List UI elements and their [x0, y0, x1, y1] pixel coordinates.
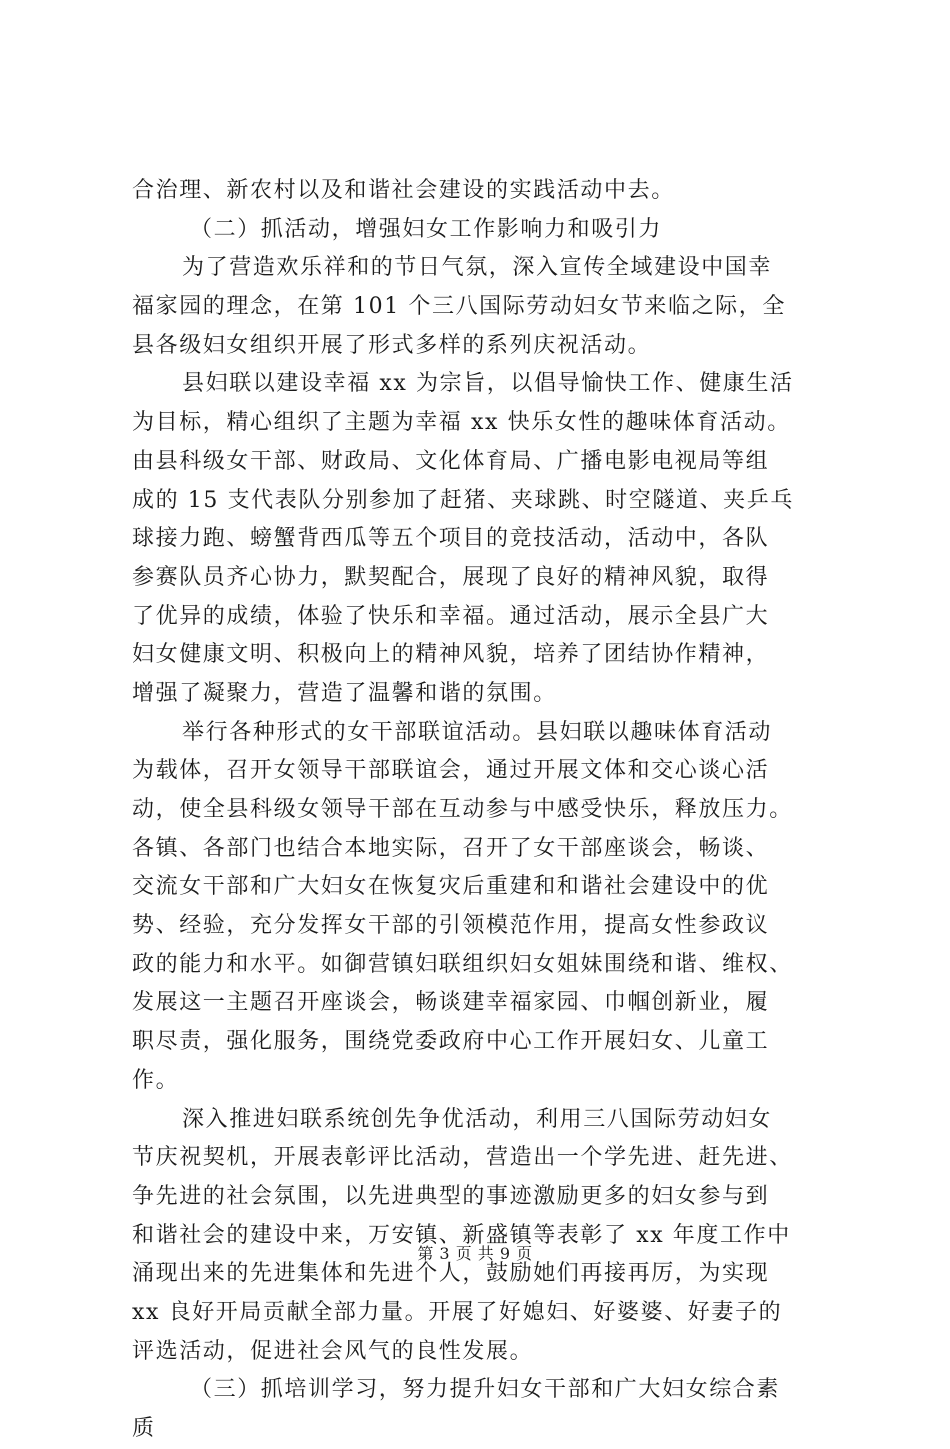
text-line: 评选活动，促进社会风气的良性发展。 — [132, 1338, 534, 1364]
text-line: xx 良好开局贡献全部力量。开展了好媳妇、好婆婆、好妻子的 — [132, 1299, 783, 1325]
text-line: 县妇联以建设幸福 xx 为宗旨，以倡导愉快工作、健康生活 — [182, 371, 794, 397]
text-line: 了优异的成绩，体验了快乐和幸福。通过活动，展示全县广大 — [132, 603, 770, 629]
text-line: 县各级妇女组织开展了形式多样的系列庆祝活动。 — [132, 332, 652, 358]
text-line: 为载体，召开女领导干部联谊会，通过开展文体和交心谈心活 — [132, 758, 770, 784]
text-line: 作。 — [132, 1067, 180, 1093]
text-line: 为了营造欢乐祥和的节日气氛，深入宣传全域建设中国幸 — [182, 255, 773, 281]
text-line: 争先进的社会氛围，以先进典型的事迹激励更多的妇女参与到 — [132, 1183, 770, 1209]
text-line: 涌现出来的先进集体和先进个人，鼓励她们再接再厉，为实现 — [132, 1261, 770, 1287]
page-footer: 第 3 页 共 9 页 — [417, 1244, 533, 1263]
text-line: 节庆祝契机，开展表彰评比活动，营造出一个学先进、赶先进、 — [132, 1145, 793, 1171]
text-line: 发展这一主题召开座谈会，畅谈建幸福家园、巾帼创新业，履 — [132, 990, 770, 1016]
text-line: 职尽责，强化服务，围绕党委政府中心工作开展妇女、儿童工 — [132, 1029, 770, 1055]
text-line: 举行各种形式的女干部联谊活动。县妇联以趣味体育活动 — [182, 719, 773, 745]
text-line: 福家园的理念，在第 101 个三八国际劳动妇女节来临之际，全 — [132, 294, 786, 320]
text-line: 各镇、各部门也结合本地实际，召开了女干部座谈会，畅谈、 — [132, 835, 770, 861]
text-line: 深入推进妇联系统创先争优活动，利用三八国际劳动妇女 — [182, 1106, 773, 1132]
text-line: 为目标，精心组织了主题为幸福 xx 快乐女性的趣味体育活动。 — [132, 410, 791, 436]
text-line: 妇女健康文明、积极向上的精神风貌，培养了团结协作精神， — [132, 642, 770, 668]
text-line: 合治理、新农村以及和谐社会建设的实践活动中去。 — [132, 178, 675, 203]
section-heading-line: （二）抓活动，增强妇女工作影响力和吸引力 — [190, 216, 663, 242]
section-heading-line: （三）抓培训学习，努力提升妇女干部和广大妇女综合素 — [190, 1377, 781, 1403]
text-line: 政的能力和水平。如御营镇妇联组织妇女姐妹围绕和谐、维权、 — [132, 951, 793, 977]
text-line: 交流女干部和广大妇女在恢复灾后重建和和谐社会建设中的优 — [132, 874, 770, 900]
text-line: 由县科级女干部、财政局、文化体育局、广播电影电视局等组 — [132, 448, 770, 474]
text-line: 参赛队员齐心协力，默契配合，展现了良好的精神风貌，取得 — [132, 564, 770, 590]
text-line: 球接力跑、螃蟹背西瓜等五个项目的竞技活动，活动中，各队 — [132, 526, 770, 552]
text-line: 成的 15 支代表队分别参加了赶猪、夹球跳、时空隧道、夹乒乓 — [132, 487, 794, 513]
text-line: 动，使全县科级女领导干部在互动参与中感受快乐，释放压力。 — [132, 797, 793, 822]
text-line: 增强了凝聚力，营造了温馨和谐的氛围。 — [132, 680, 557, 706]
text-line: 和谐社会的建设中来，万安镇、新盛镇等表彰了 xx 年度工作中 — [132, 1222, 791, 1248]
text-line: 势、经验，充分发挥女干部的引领模范作用，提高女性参政议 — [132, 913, 770, 939]
text-line: 质 — [132, 1416, 156, 1441]
